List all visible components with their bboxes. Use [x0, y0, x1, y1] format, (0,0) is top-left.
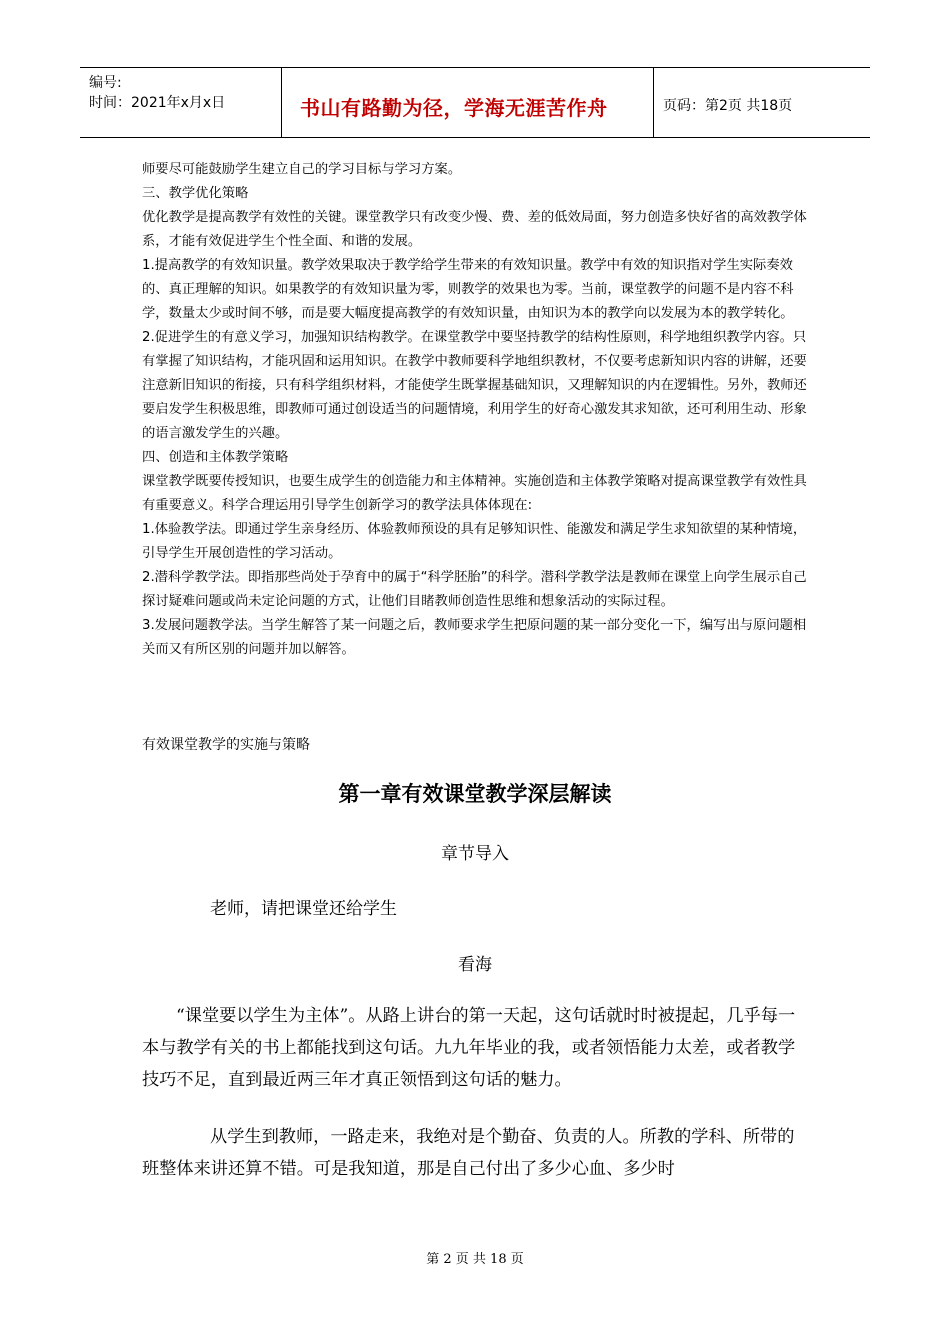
section-paragraph: 课堂教学既要传授知识，也要生成学生的创造能力和主体精神。实施创造和主体教学策略对提高课堂教学有效性具有重要意义。科学合理运用引导学生创新学习的教学法具体体现在:: [142, 474, 807, 513]
doc-number-label: 编号:: [89, 75, 122, 91]
section-paragraph: 2.促进学生的有意义学习，加强知识结构教学。在课堂教学中要坚持教学的结构性原则，科学地组织教学内容。只有掌握了知识结构，才能巩固和运用知识。在教学中教师要科学地组织教材，不仅要考虑新知识内容的讲解，还要注意新旧知识的衔接，只有科学组织材料，才能使学生既掌握基础知识，又理解知识的内在逻辑性。另外，教师还要启发学生积极思维，即教师可通过创设适当的问题情境，利用学生的好奇心激发其求知欲，还可利用生动、形象的语言激发学生的兴趣。: [142, 330, 807, 441]
section-paragraph: 3.发展问题教学法。当学生解答了某一问题之后，教师要求学生把原问题的某一部分变化一下，编写出与原问题相关而又有所区别的问题并加以解答。: [142, 618, 807, 657]
header-page-info: 页码：第2页 共18页: [663, 98, 793, 114]
section-heading: 四、创造和主体教学策略: [142, 450, 289, 465]
header-table: [80, 67, 870, 138]
section-line: 师要尽可能鼓励学生建立自己的学习目标与学习方案。: [142, 162, 462, 177]
article-paragraph: [142, 1000, 810, 1096]
section-paragraph: 1.体验教学法。即通过学生亲身经历、体验教师预设的具有足够知识性、能激发和满足学生求知欲望的某种情境，引导学生开展创造性的学习活动。: [142, 522, 807, 561]
chapter-title: 第一章有效课堂教学深层解读: [338, 782, 612, 806]
chapter-intro: 章节导入: [441, 844, 509, 864]
header-motto-cell: [282, 68, 654, 137]
subheading: 有效课堂教学的实施与策略: [142, 737, 310, 753]
header-meta-cell: [80, 68, 282, 137]
paragraph-text: “课堂要以学生为主体”。从路上讲台的第一天起，这句话就时时被提起，几乎每一本与教学有关的书上都能找到这句话。九九年毕业的我，或者领悟能力太差，或者教学技巧不足，直到最近两三年才真正领悟到这句话的魅力。: [142, 1006, 796, 1090]
section-paragraph: 1.提高教学的有效知识量。教学效果取决于教学给学生带来的有效知识量。教学中有效的知识指对学生实际奏效的、真正理解的知识。如果教学的有效知识量为零，则教学的效果也为零。当前，课堂教学的问题不是内容不科学，数量太少或时间不够，而是要大幅度提高教学的有效知识量，由知识为本的教学向以发展为本的教学转化。: [142, 258, 794, 321]
article-paragraph: [142, 1121, 810, 1185]
doc-date-label: 时间：2021年x月x日: [89, 95, 226, 111]
section-paragraph: 2.潜科学教学法。即指那些尚处于孕育中的属于“科学胚胎”的科学。潜科学教学法是教师在课堂上向学生展示自己探讨疑难问题或尚未定论问题的方式，让他们目睹教师创造性思维和想象活动的实际过程。: [142, 570, 807, 609]
article-title: 老师，请把课堂还给学生: [210, 899, 397, 919]
section-heading: 三、教学优化策略: [142, 186, 249, 201]
section-text-block: [142, 158, 812, 662]
paragraph-text: 从学生到教师，一路走来，我绝对是个勤奋、负责的人。所教的学科、所带的班整体来讲还算不错。可是我知道，那是自己付出了多少心血、多少时: [142, 1127, 795, 1179]
section-paragraph: 优化教学是提高教学有效性的关键。课堂教学只有改变少慢、费、差的低效局面，努力创造多快好省的高效教学体系，才能有效促进学生个性全面、和谐的发展。: [142, 210, 807, 249]
page-footer: 第 2 页 共 18 页: [426, 1252, 524, 1267]
article-author: 看海: [458, 955, 492, 975]
header-motto: 书山有路勤为径，学海无涯苦作舟: [300, 96, 608, 120]
